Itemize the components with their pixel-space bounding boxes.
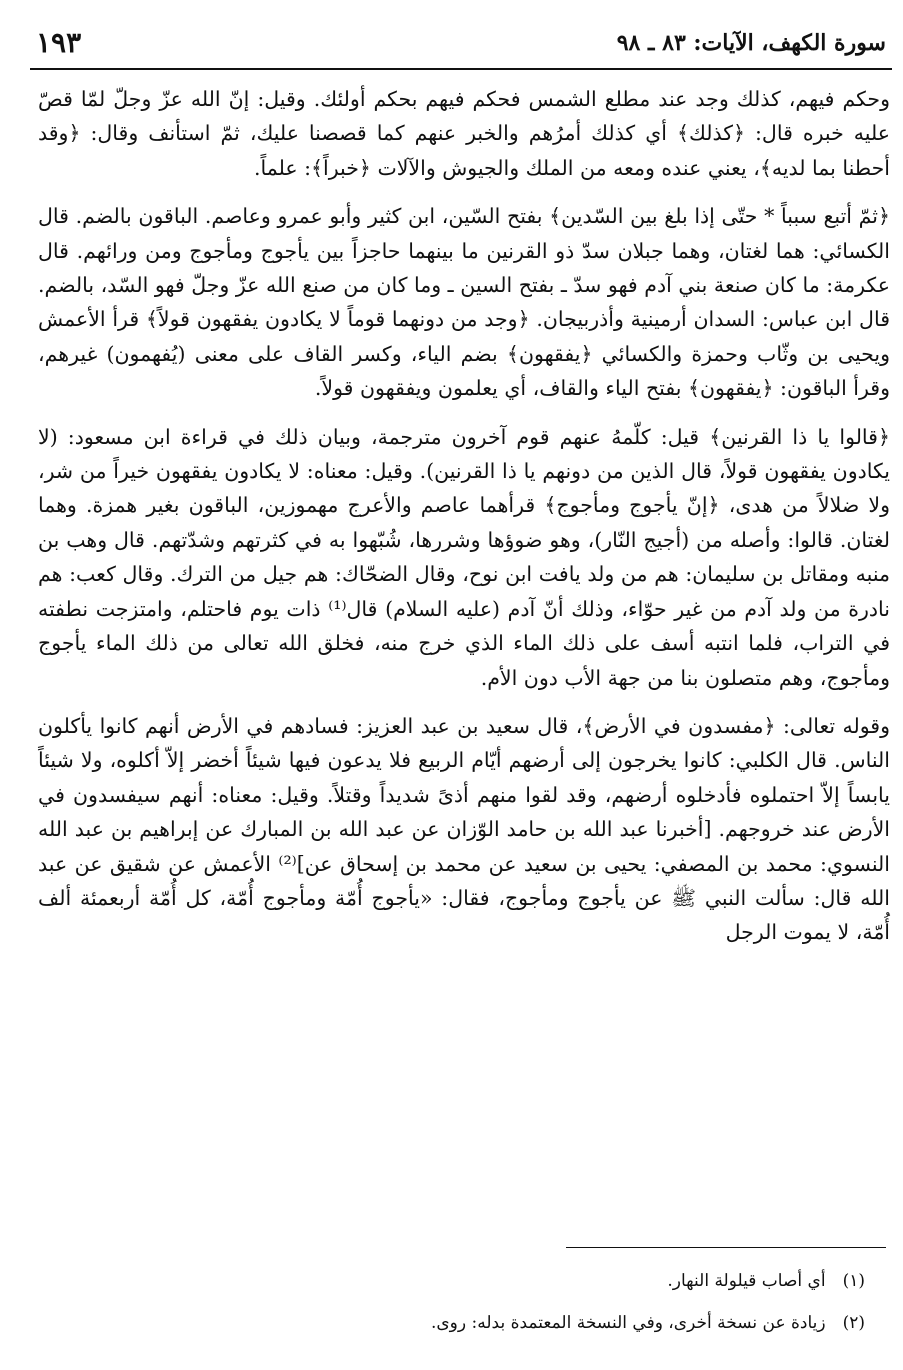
footnote-2: [45, 1302, 865, 1344]
footnotes: [45, 1260, 865, 1344]
footnote-divider: [566, 1247, 886, 1248]
footnote-1: [45, 1260, 865, 1302]
running-title: سورة الكهف، الآيات: ٨٣ ـ ٩٨: [616, 30, 886, 56]
footnote-1-number: (١): [842, 1271, 865, 1291]
paragraph-1: وحكم فيهم، كذلك وجد عند مطلع الشمس فحكم فيهم بحكم أولئك. وقيل: إنّ الله عزّ وجلّ لمّا قصّ عليه خبره قال: ﴿كذلك﴾ أي كذلك أمرُهم والخبر عنهم كما قصصنا عليك، ثمّ استأنف وقال: ﴿وقد أحطنا بما لديه﴾، يعني عنده ومعه من الملك والجيوش والآلات ﴿خبراً﴾: علماً.: [38, 87, 890, 180]
footnote-1-text: أي أصاب قيلولة النهار.: [667, 1271, 826, 1291]
footnote-2-text: زيادة عن نسخة أخرى، وفي النسخة المعتمدة بدله: روى.: [430, 1313, 826, 1333]
page-number: ١٩٣: [36, 26, 82, 59]
footnote-2-number: (٢): [842, 1313, 865, 1333]
paragraph-4: وقوله تعالى: ﴿مفسدون في الأرض﴾، قال سعيد بن عبد العزيز: فسادهم في الأرض أنهم كانوا يأكلون الناس. قال الكلبي: كانوا يخرجون إلى أرضهم أيّام الربيع فلا يدعون فيها شيئاً أخضر إلاّ أكلوه، ولا شيئاً يابساً إلاّ احتملوه فأدخلوه أرضهم، وقد لقوا منهم أذىً شديداً وقتلاً. وقيل: معناه: أنهم سيفسدون في الأرض عند خروجهم. [أخبرنا عبد الله بن حامد الوّزان عن عبد الله بن المبارك عن إبراهيم بن عبد الله النسوي: محمد بن المصفي: يحيى بن سعيد عن محمد بن إسحاق عن]⁽²⁾ الأعمش عن شقيق عن عبد الله قال: سألت النبي ﷺ عن يأجوج ومأجوج، فقال: «يأجوج أُمّة ومأجوج أُمّة، كل أُمّة أربعمئة ألف أُمّة، لا يموت الرجل: [38, 713, 890, 945]
page-header: [30, 24, 892, 70]
main-text: [38, 82, 890, 950]
paragraph-3: ﴿قالوا يا ذا القرنين﴾ قيل: كلّمهُ عنهم قوم آخرون مترجمة، وبيان ذلك في قراءة ابن مسعود: (لا يكادون يفقهون قولاً، قال الذين من دونهم يا ذا القرنين). وقيل: معناه: لا يكادون يفقهون خيراً من شر، ولا ضلالاً من هدى، ﴿إنّ يأجوج ومأجوج﴾ قرأهما عاصم والأعرج مهموزين، الباقون بغير همزة. وهما لغتان. قالوا: وأصله من (أجيج النّار)، وهو ضوؤها وشررها، شُبّهوا به في كثرتهم وشدّتهم. قال وهب بن منبه ومقاتل بن سليمان: هم من ولد يافت ابن نوح، وقال الضحّاك: هم جيل من الترك. وقال كعب: هم نادرة من ولد آدم من غير حوّاء، وذلك أنّ آدم (عليه السلام) قال⁽¹⁾ ذات يوم فاحتلم، وامتزجت نطفته في التراب، فلما انتبه أسف على ذلك الماء الذي خرج منه، فخلق الله تعالى من ذلك الماء يأجوج ومأجوج، وهم متصلون بنا من جهة الأب دون الأم.: [38, 424, 890, 690]
paragraph-2: ﴿ثمّ أتبع سبباً * حتّى إذا بلغ بين السّدين﴾ بفتح السّين، ابن كثير وأبو عمرو وعاصم. الباقون بالضم. قال الكسائي: هما لغتان، وهما جبلان سدّ ذو القرنين ما بينهما حاجزاً بين يأجوج ومأجوج ومن ورائهم. قال عكرمة: ما كان صنعة بني آدم فهو سدّ ـ بفتح السين ـ وما كان من صنع الله عزّ وجلّ فهو السّد، بالضم. قال ابن عباس: السدان أرمينية وأذربيجان. ﴿وجد من دونهما قوماً لا يكادون يفقهون قولاً﴾ قرأ الأعمش ويحيى بن وثّاب وحمزة والكسائي ﴿يفقهون﴾ بضم الياء، وكسر القاف على معنى (يُفهمون) غيرهم، وقرأ الباقون: ﴿يفقهون﴾ بفتح الياء والقاف، أي يعلمون ويفقهون قولاً.: [38, 204, 890, 401]
